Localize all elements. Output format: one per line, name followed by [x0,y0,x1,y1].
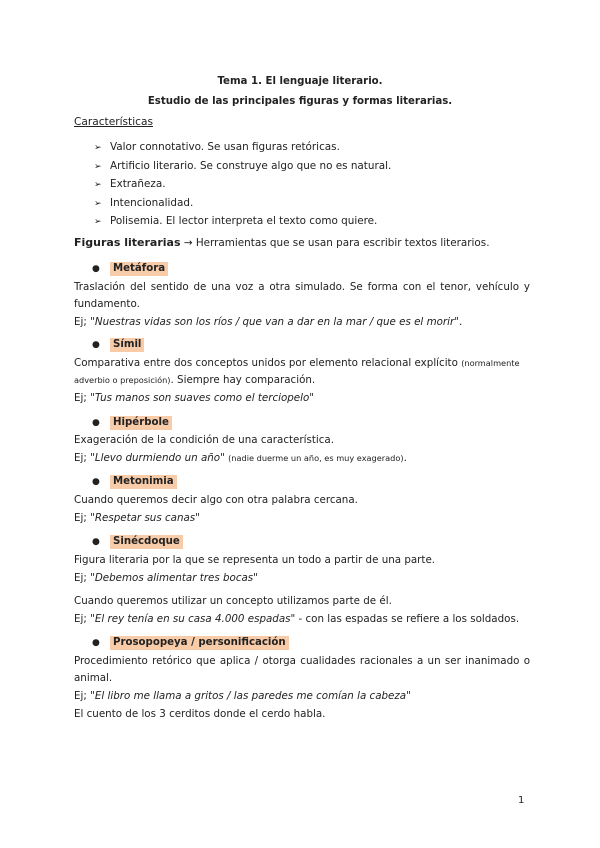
example-text: "Tus manos son suaves como el terciopelo" [90,392,315,404]
list-item [94,138,391,157]
sinecdoque-example [74,570,530,587]
ej-label: Ej; [74,613,87,625]
bullet-icon: ● [92,264,100,274]
sinecdoque-example-2 [74,611,530,628]
definition-text: Comparativa entre dos conceptos unidos por elemento relacional explícito [74,357,458,369]
prosopopeya-extra: El cuento de los 3 cerditos donde el cerdo habla. [74,708,326,720]
example-text: "El libro me llama a gritos / las paredes me comían la cabeza" [90,690,411,702]
example-tail: . [403,452,407,464]
list-item [94,175,391,194]
metonimia-name: Metonimia [110,475,177,489]
arrow-bullet-icon: ➢ [94,180,102,190]
right-arrow-icon: → [183,237,193,249]
simil-definition [74,355,530,390]
example-tail: . [458,316,463,328]
list-item-text: Intencionalidad. [110,196,194,209]
ej-label: Ej; [74,690,87,702]
sinecdoque-heading [92,533,183,551]
metafora-example [74,314,530,331]
simil-heading [92,336,144,354]
example-text: "Llevo durmiendo un año" [90,452,225,464]
metafora-heading [92,260,168,278]
metafora-name: Metáfora [110,262,168,276]
document-subtitle: Estudio de las principales figuras y formas literarias. [147,96,453,107]
example-tail: - con las espadas se refiere a los soldados. [295,613,520,625]
hiperbole-example [74,450,530,467]
sinecdoque-name: Sinécdoque [110,535,183,549]
characteristics-heading: Características [74,116,153,128]
document-title: Tema 1. El lenguaje literario. [217,76,383,87]
ej-label: Ej; [74,452,87,464]
bullet-icon: ● [92,638,100,648]
hiperbole-definition: Exageración de la condición de una característica. [74,434,334,446]
hiperbole-heading [92,414,172,432]
list-item-text: Valor connotativo. Se usan figuras retóricas. [110,141,340,153]
list-item [94,194,391,213]
arrow-bullet-icon: ➢ [94,143,102,153]
page-number: 1 [518,795,525,806]
bullet-icon: ● [92,340,100,350]
example-text: "Debemos alimentar tres bocas" [90,572,258,584]
bullet-icon: ● [92,477,100,487]
metonimia-example [74,510,530,527]
sinecdoque-definition-2: Cuando queremos utilizar un concepto utilizamos parte de él. [74,595,392,607]
simil-name: Símil [110,338,144,352]
simil-example [74,390,530,407]
ej-label: Ej; [74,392,87,404]
list-item-text: Extrañeza. [110,178,166,190]
ej-label: Ej; [74,512,87,524]
metafora-definition: Traslación del sentido de una voz a otra simulado. Se forma con el tenor, vehículo y fundamento. [74,281,530,311]
arrow-bullet-icon: ➢ [94,217,102,227]
prosopopeya-heading [92,634,289,652]
arrow-bullet-icon: ➢ [94,161,102,172]
arrow-bullet-icon: ➢ [94,198,102,209]
metonimia-heading [92,473,177,491]
example-text: "Respetar sus canas" [90,512,200,524]
list-item [94,157,391,176]
definition-tail: . Siempre hay comparación. [170,374,316,387]
figures-heading-line [74,236,490,249]
bullet-icon: ● [92,418,100,428]
list-item [94,212,391,231]
example-text: "El rey tenía en su casa 4.000 espadas" [90,613,296,625]
prosopopeya-definition: Procedimiento retórico que aplica / otorga cualidades racionales a un ser inanimado o animal. [74,655,530,685]
metonimia-definition: Cuando queremos decir algo con otra palabra cercana. [74,494,358,506]
example-note: (nadie duerme un año, es muy exagerado) [228,453,404,463]
ej-label: Ej; [74,572,87,584]
example-text: "Nuestras vidas son los ríos / que van a dar en la mar / que es el morir" [90,316,459,328]
prosopopeya-example [74,688,530,705]
figures-description: Herramientas que se usan para escribir textos literarios. [195,237,490,249]
figures-heading: Figuras literarias [74,236,181,249]
list-item-text: Artificio literario. Se construye algo que no es natural. [110,159,392,172]
sinecdoque-definition: Figura literaria por la que se representa un todo a partir de una parte. [74,554,436,566]
prosopopeya-name: Prosopopeya / personificación [110,636,289,650]
definition-note: (normalmente adverbio o preposición) [74,358,520,386]
ej-label: Ej; [74,316,87,328]
list-item-text: Polisemia. El lector interpreta el texto como quiere. [110,215,378,227]
hiperbole-name: Hipérbole [110,416,172,430]
characteristics-list [94,138,391,231]
bullet-icon: ● [92,537,100,547]
